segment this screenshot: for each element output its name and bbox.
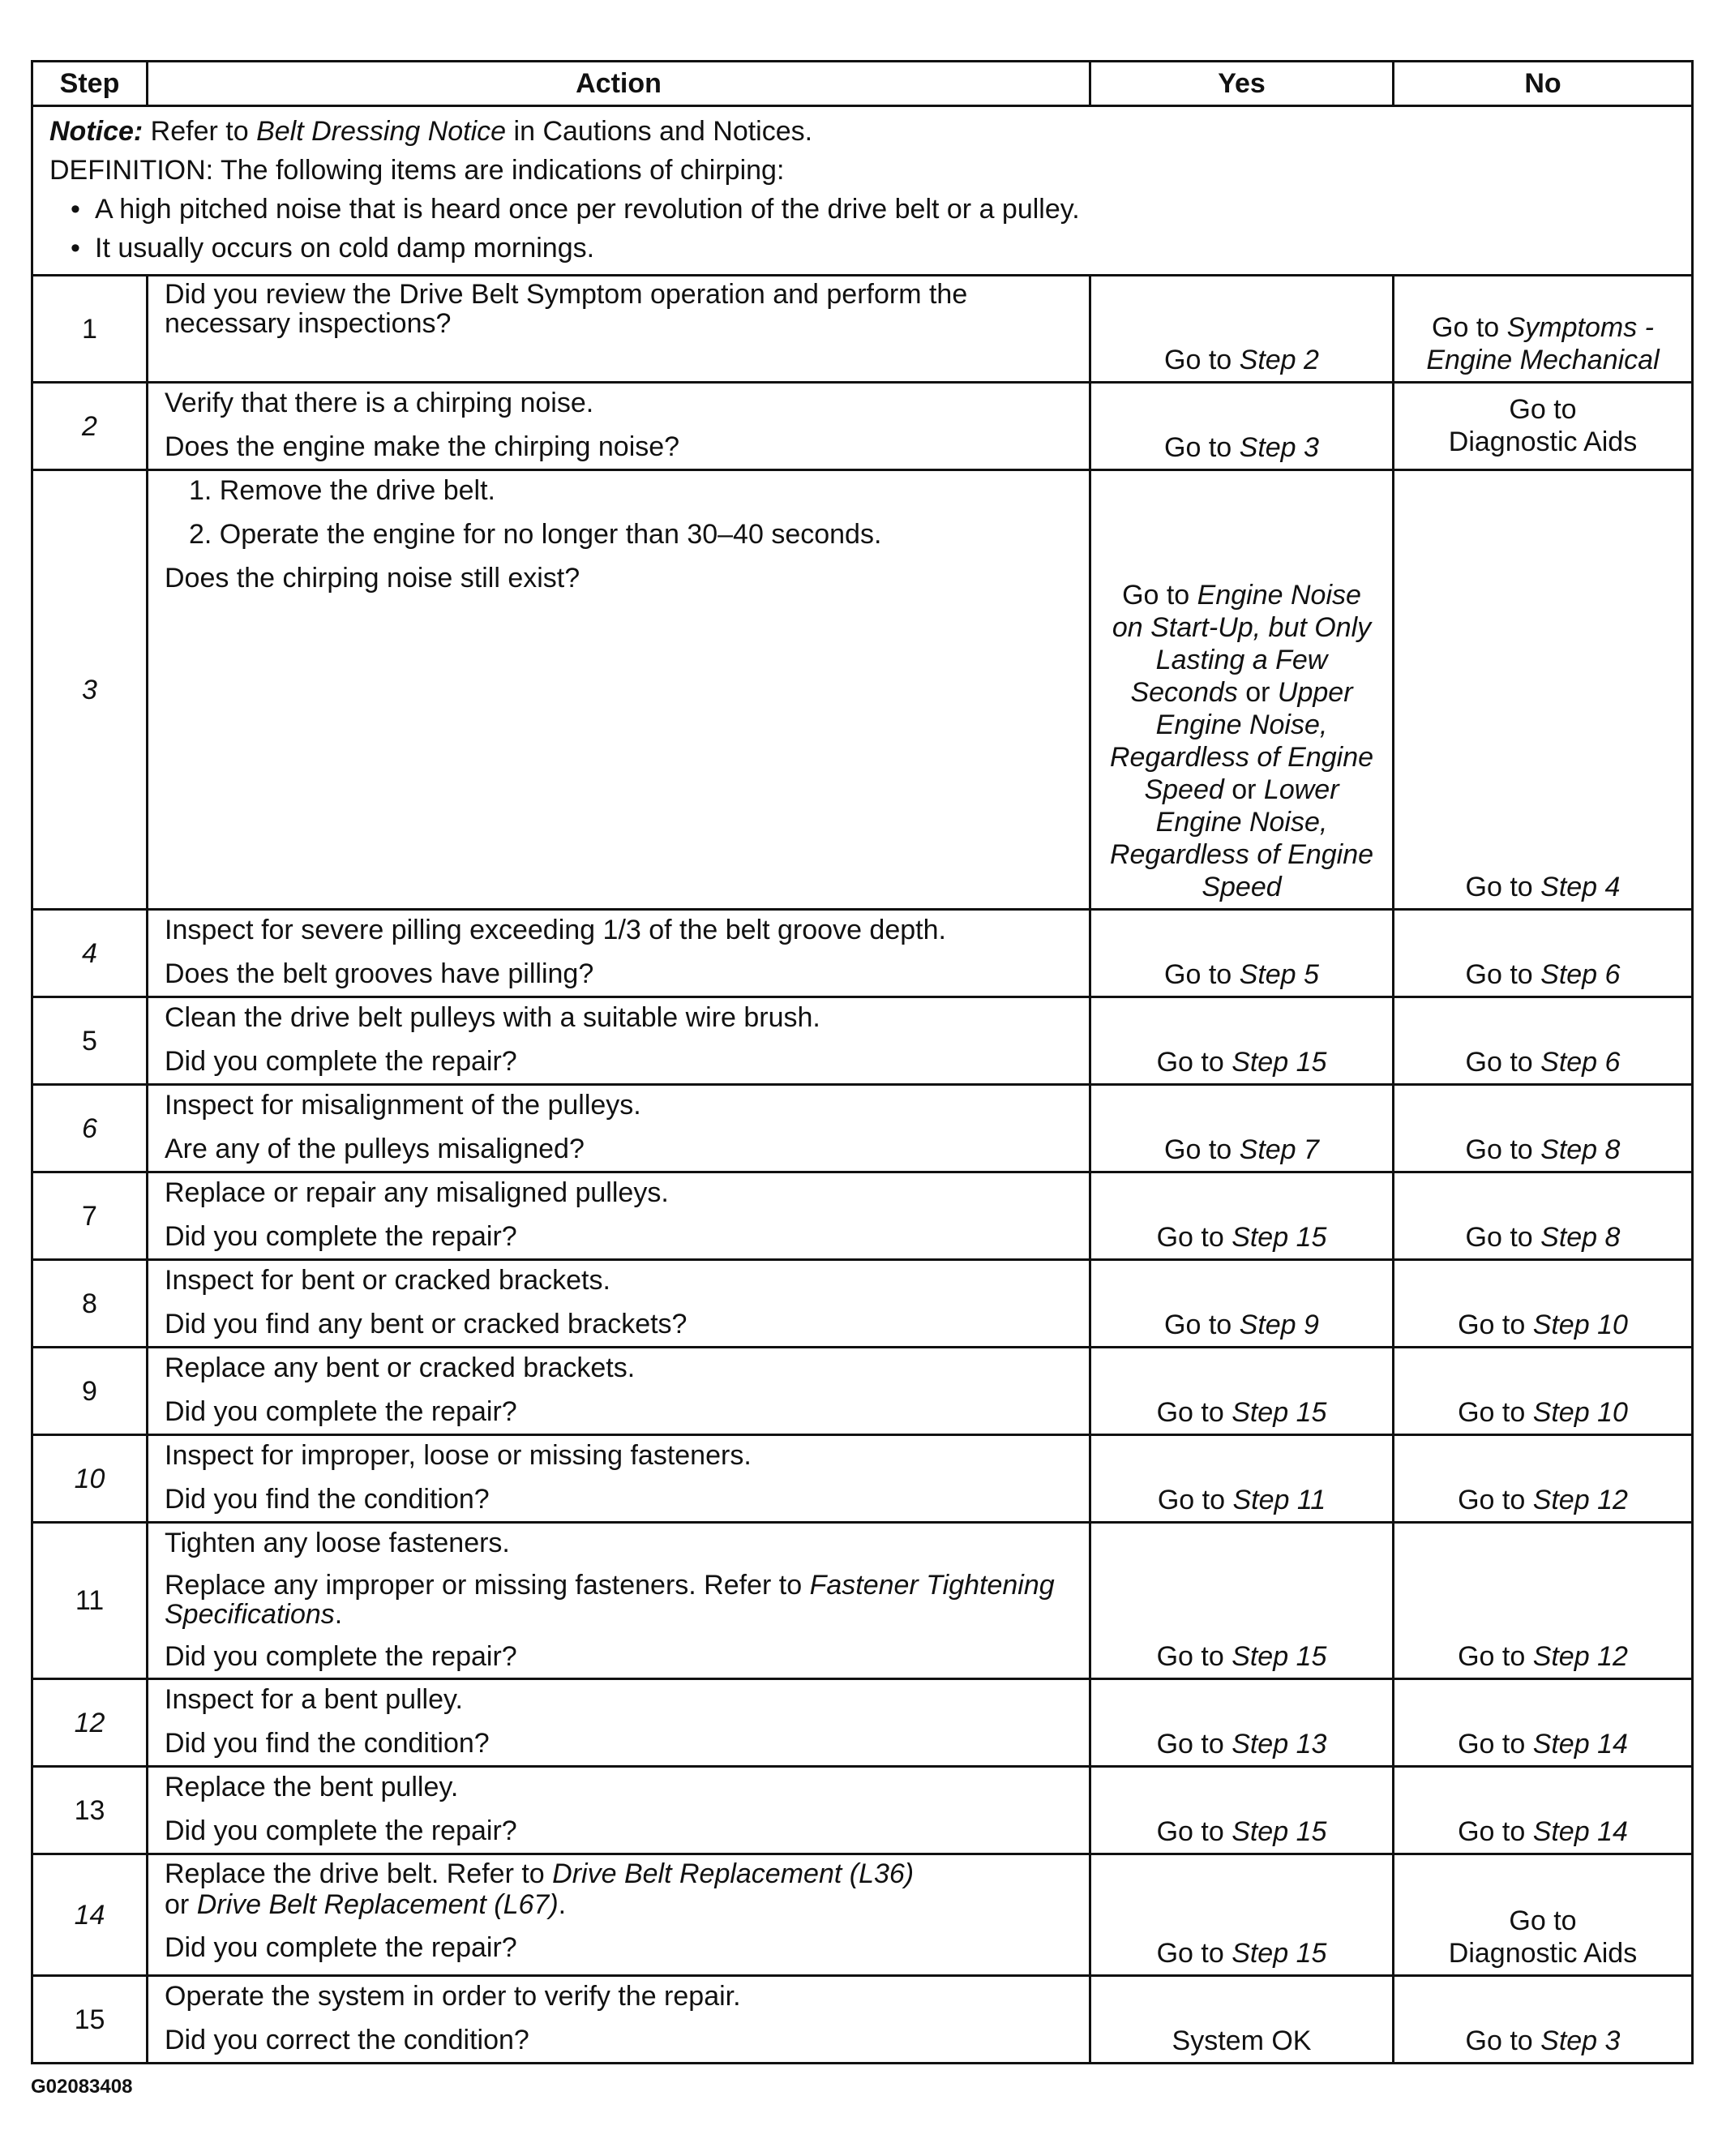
yes-ref-lower-engine-noise: Lower Engine Noise, Regardless of Engine Speed [1109,774,1374,902]
yes-step-ref: Step 15 [1232,1222,1327,1253]
table-row [32,1523,1693,1679]
yes-step-ref: Step 15 [1232,1641,1327,1672]
no-text: Go to [1465,2025,1541,2056]
step-number: 3 [32,470,148,910]
no-cell [1394,1767,1693,1854]
action-text: Verify that there is a chirping noise. [165,388,594,418]
step-number: 2 [32,383,148,470]
no-cell [1394,1976,1693,2064]
action-text: Did you review the Drive Belt Symptom operation and perform the necessary inspections? [165,279,968,339]
table-row [32,1435,1693,1523]
yes-text: Go to [1156,1222,1232,1253]
action-question: Does the chirping noise still exist? [165,563,580,594]
no-cell [1394,383,1693,470]
action-cell [148,1976,1090,2064]
no-step-ref: Step 10 [1532,1397,1628,1428]
no-step-ref: Step 14 [1532,1816,1628,1847]
no-step-ref: Step 12 [1532,1485,1628,1515]
yes-text: Go to [1164,1134,1240,1165]
action-text: Inspect for a bent pulley. [165,1684,463,1715]
step-number: 6 [32,1085,148,1172]
table-row [32,1348,1693,1435]
step-number: 5 [32,997,148,1085]
header-step: Step [32,62,148,106]
action-cell [148,1679,1090,1767]
no-step-ref: Step 14 [1532,1729,1628,1760]
no-cell [1394,1854,1693,1976]
no-text: Go to [1432,312,1507,343]
no-text: Go to [1465,1047,1541,1078]
action-cell [148,383,1090,470]
yes-text: Go to [1157,1485,1233,1515]
table-row [32,383,1693,470]
notice-label: Notice: [49,116,144,147]
no-cell [1394,1172,1693,1260]
notice-text-end: in Cautions and Notices. [506,116,813,147]
yes-ref-upper-engine-noise: Upper Engine Noise, Regardless of Engine Speed [1109,677,1374,805]
step-number: 7 [32,1172,148,1260]
action-question: Did you complete the repair? [165,1932,517,1963]
action-cell [148,910,1090,997]
table-row [32,276,1693,383]
step-number: 12 [32,1679,148,1767]
no-cell [1394,997,1693,1085]
table-row [32,1976,1693,2064]
table-row [32,910,1693,997]
yes-cell [1090,1976,1394,2064]
action-cell [148,1085,1090,1172]
yes-cell [1090,383,1394,470]
no-text: Go to [1458,1309,1533,1340]
table-row [32,1085,1693,1172]
no-text: Go to [1465,959,1541,990]
yes-cell [1090,1085,1394,1172]
no-step-ref: Step 12 [1532,1641,1628,1672]
no-step-ref: Step 3 [1540,2025,1621,2056]
table-row [32,1679,1693,1767]
notice-row [32,106,1693,276]
step-number: 13 [32,1767,148,1854]
table-row [32,997,1693,1085]
action-text: Inspect for severe pilling exceeding 1/3 of the belt groove depth. [165,915,946,945]
action-text: Replace or repair any misaligned pulleys. [165,1177,669,1208]
no-diagnostic-aids: Diagnostic Aids [1448,426,1638,457]
no-text: Go to [1458,1816,1533,1847]
action-ref-belt-l67: Drive Belt Replacement (L67) [196,1889,559,1920]
action-text-end: . [558,1889,567,1920]
yes-step-ref: Step 11 [1232,1485,1326,1515]
action-question: Did you find the condition? [165,1728,490,1759]
yes-text: Go to [1122,580,1197,611]
table-row [32,1854,1693,1976]
yes-text: Go to [1156,1816,1232,1847]
action-text-part: Replace the drive belt. Refer to [165,1858,553,1889]
step-number: 4 [32,910,148,997]
no-text: Go to [1458,1729,1533,1760]
yes-cell [1090,1767,1394,1854]
no-ref: Symptoms - Engine Mechanical [1426,312,1660,375]
action-text: Tighten any loose fasteners. [165,1528,510,1558]
action-cell [148,1435,1090,1523]
no-text: Go to [1458,1397,1533,1428]
action-question: Are any of the pulleys misaligned? [165,1134,585,1164]
action-cell [148,1260,1090,1348]
figure-id: G02083408 [31,2076,133,2098]
step-number: 11 [32,1523,148,1679]
yes-step-ref: Step 3 [1239,432,1319,463]
definition-bullet: • It usually occurs on cold damp mornings. [49,229,1675,268]
action-cell [148,1767,1090,1854]
no-text: Go to [1465,1222,1541,1253]
action-cell [148,997,1090,1085]
action-question: Did you correct the condition? [165,2025,529,2055]
action-text-end: . [334,1599,343,1630]
action-question: Did you complete the repair? [165,1046,517,1077]
yes-cell [1090,1348,1394,1435]
action-cell [148,1348,1090,1435]
yes-text: Go to [1164,432,1240,463]
yes-step-ref: Step 15 [1232,1938,1327,1969]
notice-text: Refer to [143,116,257,147]
action-question: Did you find any bent or cracked brackets? [165,1309,688,1339]
action-cell [148,1854,1090,1976]
yes-system-ok: System OK [1172,2025,1312,2056]
yes-cell [1090,910,1394,997]
no-text: Go to [1458,1485,1533,1515]
yes-cell [1090,1172,1394,1260]
no-diagnostic-aids: Diagnostic Aids [1448,1938,1638,1969]
yes-text: Go to [1164,345,1240,375]
table-row [32,1172,1693,1260]
no-cell [1394,1435,1693,1523]
yes-step-ref: Step 5 [1239,959,1319,990]
yes-step-ref: Step 2 [1239,345,1319,375]
no-cell [1394,470,1693,910]
action-cell [148,1172,1090,1260]
yes-step-ref: Step 9 [1239,1309,1319,1340]
step-number: 14 [32,1854,148,1976]
no-text: Go to [1509,1905,1577,1936]
yes-step-ref: Step 15 [1232,1816,1327,1847]
yes-cell [1090,1435,1394,1523]
no-step-ref: Step 6 [1540,959,1621,990]
header-yes: Yes [1090,62,1394,106]
action-text: Clean the drive belt pulleys with a suitable wire brush. [165,1002,820,1033]
no-step-ref: Step 8 [1540,1222,1621,1253]
no-text: Go to [1458,1641,1533,1672]
yes-text: Go to [1164,959,1240,990]
action-substep: 1. Remove the drive belt. [189,475,495,506]
action-substep: 2. Operate the engine for no longer than 30–40 seconds. [189,519,882,550]
yes-cell [1090,1523,1394,1679]
action-text: Inspect for improper, loose or missing fasteners. [165,1440,752,1471]
no-text: Go to [1465,872,1541,902]
yes-text: Go to [1156,1397,1232,1428]
yes-text-or: or [1237,677,1278,708]
yes-text: Go to [1156,1047,1232,1078]
action-text: Inspect for misalignment of the pulleys. [165,1090,641,1121]
no-cell [1394,1523,1693,1679]
diagnostic-table [31,60,1694,2064]
action-text [165,1571,1073,1629]
action-text: Replace the bent pulley. [165,1772,459,1802]
action-question: Did you complete the repair? [165,1396,517,1427]
diagnostic-table-sheet [31,60,1691,2064]
table-row [32,1260,1693,1348]
action-question: Does the belt grooves have pilling? [165,958,594,989]
no-step-ref: Step 4 [1540,872,1621,902]
notice-line [49,112,1675,151]
yes-cell [1090,1854,1394,1976]
action-question: Did you find the condition? [165,1484,490,1515]
no-step-ref: Step 8 [1540,1134,1621,1165]
yes-cell [1090,1679,1394,1767]
no-cell [1394,1085,1693,1172]
header-no: No [1394,62,1693,106]
notice-cell [32,106,1693,276]
action-cell [148,276,1090,383]
table-header-row [32,62,1693,106]
yes-step-ref: Step 15 [1232,1047,1327,1078]
header-action: Action [148,62,1090,106]
action-question: Did you complete the repair? [165,1815,517,1846]
action-ref-fastener-specs: Fastener Tightening Specifications [165,1570,1055,1630]
step-number: 8 [32,1260,148,1348]
action-text-or: or [165,1889,197,1920]
no-text: Go to [1465,1134,1541,1165]
action-text: Replace any bent or cracked brackets. [165,1352,636,1383]
action-cell [148,1523,1090,1679]
yes-text: Go to [1164,1309,1240,1340]
definition-line: DEFINITION: The following items are indications of chirping: [49,155,785,186]
yes-step-ref: Step 13 [1232,1729,1327,1760]
table-row [32,1767,1693,1854]
action-ref-belt-l36: Drive Belt Replacement (L36) [552,1858,915,1889]
action-text-part: Replace any improper or missing fasteners. Refer to [165,1570,810,1601]
step-number: 15 [32,1976,148,2064]
yes-cell [1090,997,1394,1085]
yes-text: Go to [1156,1729,1232,1760]
yes-step-ref: Step 15 [1232,1397,1327,1428]
notice-ref: Belt Dressing Notice [256,116,507,147]
no-step-ref: Step 6 [1540,1047,1621,1078]
step-number: 1 [32,276,148,383]
no-step-ref: Step 10 [1532,1309,1628,1340]
no-cell [1394,1679,1693,1767]
step-number: 10 [32,1435,148,1523]
no-cell [1394,276,1693,383]
action-question: Did you complete the repair? [165,1641,517,1672]
action-text: Inspect for bent or cracked brackets. [165,1265,610,1296]
no-text: Go to [1509,393,1577,425]
action-text [165,1858,1073,1920]
no-cell [1394,910,1693,997]
action-cell [148,470,1090,910]
yes-text: Go to [1156,1641,1232,1672]
action-question: Does the engine make the chirping noise? [165,431,680,462]
table-row [32,470,1693,910]
action-text: Operate the system in order to verify the repair. [165,1981,741,2012]
action-question: Did you complete the repair? [165,1221,517,1252]
yes-text-or: or [1223,774,1264,805]
no-cell [1394,1348,1693,1435]
yes-text: Go to [1156,1938,1232,1969]
yes-cell [1090,470,1394,910]
no-cell [1394,1260,1693,1348]
yes-step-ref: Step 7 [1239,1134,1319,1165]
step-number: 9 [32,1348,148,1435]
yes-ref-engine-noise-startup: Engine Noise on Start-Up, but Only Lasting a Few Seconds [1112,580,1372,708]
yes-cell [1090,276,1394,383]
definition-bullet: • A high pitched noise that is heard once per revolution of the drive belt or a pulley. [49,190,1675,229]
yes-cell [1090,1260,1394,1348]
